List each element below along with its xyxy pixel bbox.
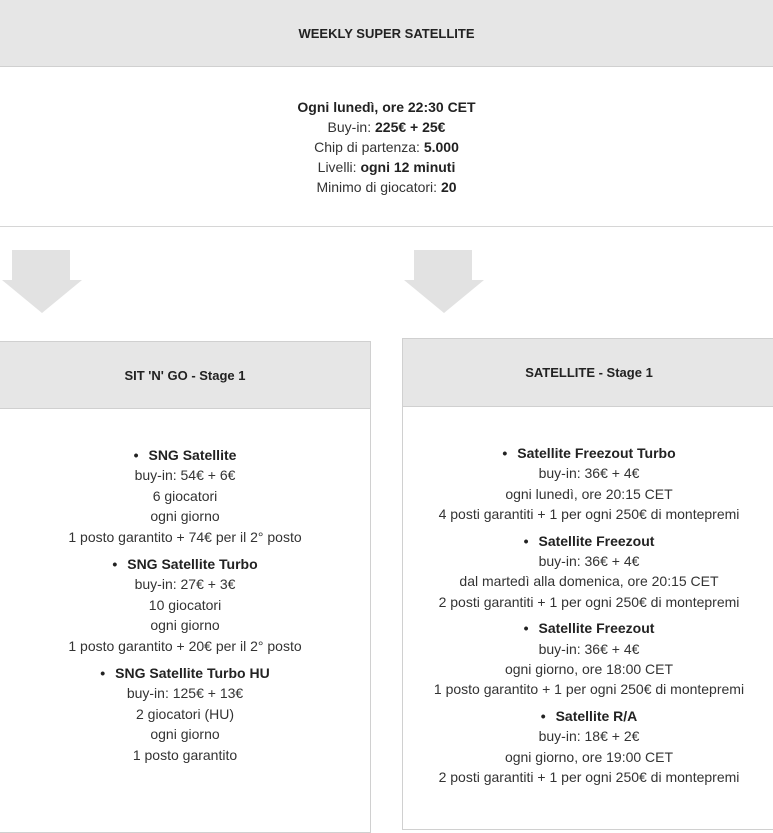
- item-schedule: ogni giorno: [150, 508, 220, 525]
- item-prize: 4 posti garantiti + 1 per ogni 250€ di montepremi: [438, 506, 740, 523]
- item-schedule: ogni giorno: [150, 617, 220, 634]
- weekly-super-satellite-box: [0, 0, 773, 227]
- buyin-value: 225€ + 25€: [375, 119, 446, 135]
- list-item: [403, 706, 773, 788]
- item-prize: 1 posto garantito + 1 per ogni 250€ di montepremi: [433, 681, 745, 698]
- item-title: Satellite Freezout Turbo: [517, 445, 676, 461]
- top-box-title: WEEKLY SUPER SATELLITE: [0, 0, 773, 67]
- item-schedule: ogni giorno, ore 18:00 CET: [504, 661, 674, 678]
- item-players: 6 giocatori: [152, 487, 218, 504]
- item-players: 10 giocatori: [148, 596, 222, 613]
- satellite-card-body: [403, 407, 773, 788]
- schedule-text: Ogni lunedì, ore 22:30 CET: [297, 99, 476, 115]
- levels-label: Livelli:: [317, 159, 361, 175]
- item-players: 2 giocatori (HU): [135, 705, 235, 722]
- item-buyin: buy-in: 54€ + 6€: [134, 467, 236, 484]
- sit-n-go-card-title: SIT 'N' GO - Stage 1: [0, 342, 370, 409]
- bullet-icon: •: [100, 665, 106, 682]
- item-buyin: buy-in: 125€ + 13€: [126, 685, 244, 702]
- item-title: Satellite R/A: [555, 707, 638, 724]
- chips-value: 5.000: [423, 139, 459, 155]
- list-item: [0, 663, 370, 765]
- sit-n-go-stage-1-card: [0, 341, 371, 833]
- item-schedule: ogni giorno: [150, 726, 220, 743]
- buyin-label: Buy-in:: [327, 119, 375, 135]
- item-title: Satellite Freezout: [538, 532, 655, 549]
- item-title: SNG Satellite Turbo HU: [115, 665, 270, 682]
- min-players-value: 20: [440, 179, 457, 195]
- bullet-icon: •: [112, 556, 118, 573]
- satellite-stage-1-card: [402, 338, 773, 830]
- item-schedule: ogni lunedì, ore 20:15 CET: [505, 485, 673, 502]
- chips-label: Chip di partenza:: [314, 139, 424, 155]
- top-box-info: [0, 67, 773, 197]
- item-buyin: buy-in: 27€ + 3€: [134, 576, 236, 593]
- item-buyin: buy-in: 36€ + 4€: [538, 465, 640, 482]
- item-schedule: ogni giorno, ore 19:00 CET: [504, 748, 674, 765]
- item-title: SNG Satellite: [148, 447, 237, 463]
- sit-n-go-card-body: [0, 409, 370, 765]
- item-title: Satellite Freezout: [538, 620, 655, 637]
- item-prize: 1 posto garantito: [132, 746, 238, 763]
- list-item: [403, 531, 773, 613]
- item-prize: 2 posti garantiti + 1 per ogni 250€ di montepremi: [438, 593, 740, 610]
- bullet-icon: •: [502, 445, 508, 461]
- item-prize: 2 posti garantiti + 1 per ogni 250€ di montepremi: [438, 769, 740, 786]
- list-item: [403, 443, 773, 525]
- bullet-icon: •: [523, 532, 529, 549]
- min-players-label: Minimo di giocatori:: [316, 179, 441, 195]
- list-item: [0, 554, 370, 656]
- list-item: [0, 445, 370, 547]
- item-title: SNG Satellite Turbo: [127, 556, 258, 573]
- bullet-icon: •: [540, 707, 546, 724]
- item-buyin: buy-in: 36€ + 4€: [538, 553, 640, 570]
- bullet-icon: •: [133, 447, 139, 463]
- item-buyin: buy-in: 36€ + 4€: [538, 640, 640, 657]
- item-buyin: buy-in: 18€ + 2€: [538, 728, 640, 745]
- list-item: [403, 618, 773, 700]
- arrow-down-icon: [402, 250, 486, 314]
- arrow-down-icon: [0, 250, 84, 314]
- item-prize: 1 posto garantito + 20€ per il 2° posto: [68, 637, 302, 654]
- item-schedule: dal martedì alla domenica, ore 20:15 CET: [459, 573, 719, 590]
- levels-value: ogni 12 minuti: [360, 159, 456, 175]
- satellite-card-title: SATELLITE - Stage 1: [403, 339, 773, 407]
- item-prize: 1 posto garantito + 74€ per il 2° posto: [68, 528, 302, 545]
- bullet-icon: •: [523, 620, 529, 637]
